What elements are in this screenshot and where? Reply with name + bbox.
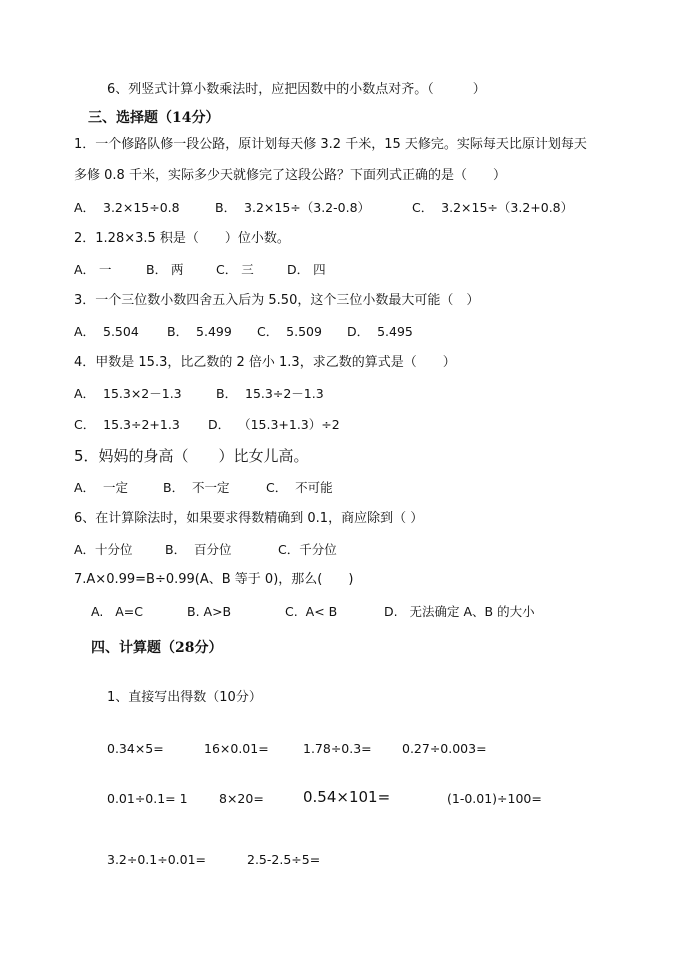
choice-q1-option-c: C． 3.2×15÷（3.2+0.8）	[412, 200, 574, 215]
choice-q6-option-a: A．十分位	[74, 542, 133, 557]
choice-q1-option-a: A． 3.2×15÷0.8	[74, 200, 180, 215]
choice-q3-option-a: A． 5.504	[74, 324, 139, 339]
choice-q1-stem-line2: 多修 0.8 千米，实际多少天就修完了这段公路？下面列式正确的是（ ）	[74, 168, 506, 183]
choice-q4-option-a: A． 15.3×2－1.3	[74, 386, 182, 401]
choice-q6-stem: 6、在计算除法时，如果要求得数精确到 0.1，商应除到（ ）	[74, 511, 424, 526]
choice-q5-option-a: A． 一定	[74, 480, 128, 495]
calc-item: 0.01÷0.1= 1	[107, 791, 188, 806]
calc-sub1-title: 1、直接写出得数（10分）	[107, 690, 262, 705]
calc-item: (1-0.01)÷100=	[447, 791, 542, 806]
choice-q3-stem: 3．一个三位数小数四舍五入后为 5.50，这个三位小数最大可能（ ）	[74, 293, 480, 308]
calc-item: 0.34×5=	[107, 741, 164, 756]
choice-q7-option-b: B. A>B	[187, 604, 232, 619]
choice-q1-option-b: B． 3.2×15÷（3.2-0.8）	[215, 200, 371, 215]
choice-q7-option-a: A. A=C	[91, 604, 143, 619]
choice-q4-option-d: D． （15.3+1.3）÷2	[208, 417, 340, 432]
choice-q2-stem: 2．1.28×3.5 积是（ ）位小数。	[74, 231, 290, 246]
choice-q5-option-c: C． 不可能	[266, 480, 333, 495]
calc-item: 0.54×101=	[303, 788, 391, 806]
choice-q4-option-b: B． 15.3÷2－1.3	[216, 386, 324, 401]
calc-item: 3.2÷0.1÷0.01=	[107, 852, 207, 867]
choice-q1-stem-line1: 1．一个修路队修一段公路，原计划每天修 3.2 千米，15 天修完。实际每天比原计划每天	[74, 137, 587, 152]
calc-item: 1.78÷0.3=	[303, 741, 372, 756]
choice-q7-option-c: C. A< B	[285, 604, 338, 619]
choice-q3-option-d: D． 5.495	[347, 324, 413, 339]
choice-q2-option-d: D． 四	[287, 262, 326, 277]
section-3-heading: 三、选择题（14分）	[88, 110, 220, 126]
choice-q5-option-b: B． 不一定	[163, 480, 230, 495]
choice-q5-stem: 5．妈妈的身高（ ）比女儿高。	[74, 447, 309, 465]
calc-item: 2.5-2.5÷5=	[247, 852, 321, 867]
choice-q7-stem: 7.A×0.99=B÷0.99(A、B 等于 0)，那么( )	[74, 572, 354, 587]
choice-q3-option-b: B． 5.499	[167, 324, 232, 339]
choice-q2-option-a: A． 一	[74, 262, 112, 277]
judge-question-6: 6、列竖式计算小数乘法时，应把因数中的小数点对齐。（ ）	[107, 82, 486, 97]
calc-item: 16×0.01=	[204, 741, 269, 756]
calc-item: 8×20=	[219, 791, 264, 806]
choice-q7-option-d: D. 无法确定 A、B 的大小	[384, 604, 535, 619]
calc-item: 0.27÷0.003=	[402, 741, 487, 756]
choice-q6-option-b: B． 百分位	[165, 542, 232, 557]
choice-q4-stem: 4．甲数是 15.3，比乙数的 2 倍小 1.3，求乙数的算式是（ ）	[74, 355, 456, 370]
choice-q6-option-c: C．千分位	[278, 542, 337, 557]
choice-q2-option-c: C． 三	[216, 262, 254, 277]
choice-q4-option-c: C． 15.3÷2+1.3	[74, 417, 180, 432]
choice-q2-option-b: B． 两	[146, 262, 184, 277]
section-4-heading: 四、计算题（28分）	[91, 640, 223, 656]
choice-q3-option-c: C． 5.509	[257, 324, 322, 339]
